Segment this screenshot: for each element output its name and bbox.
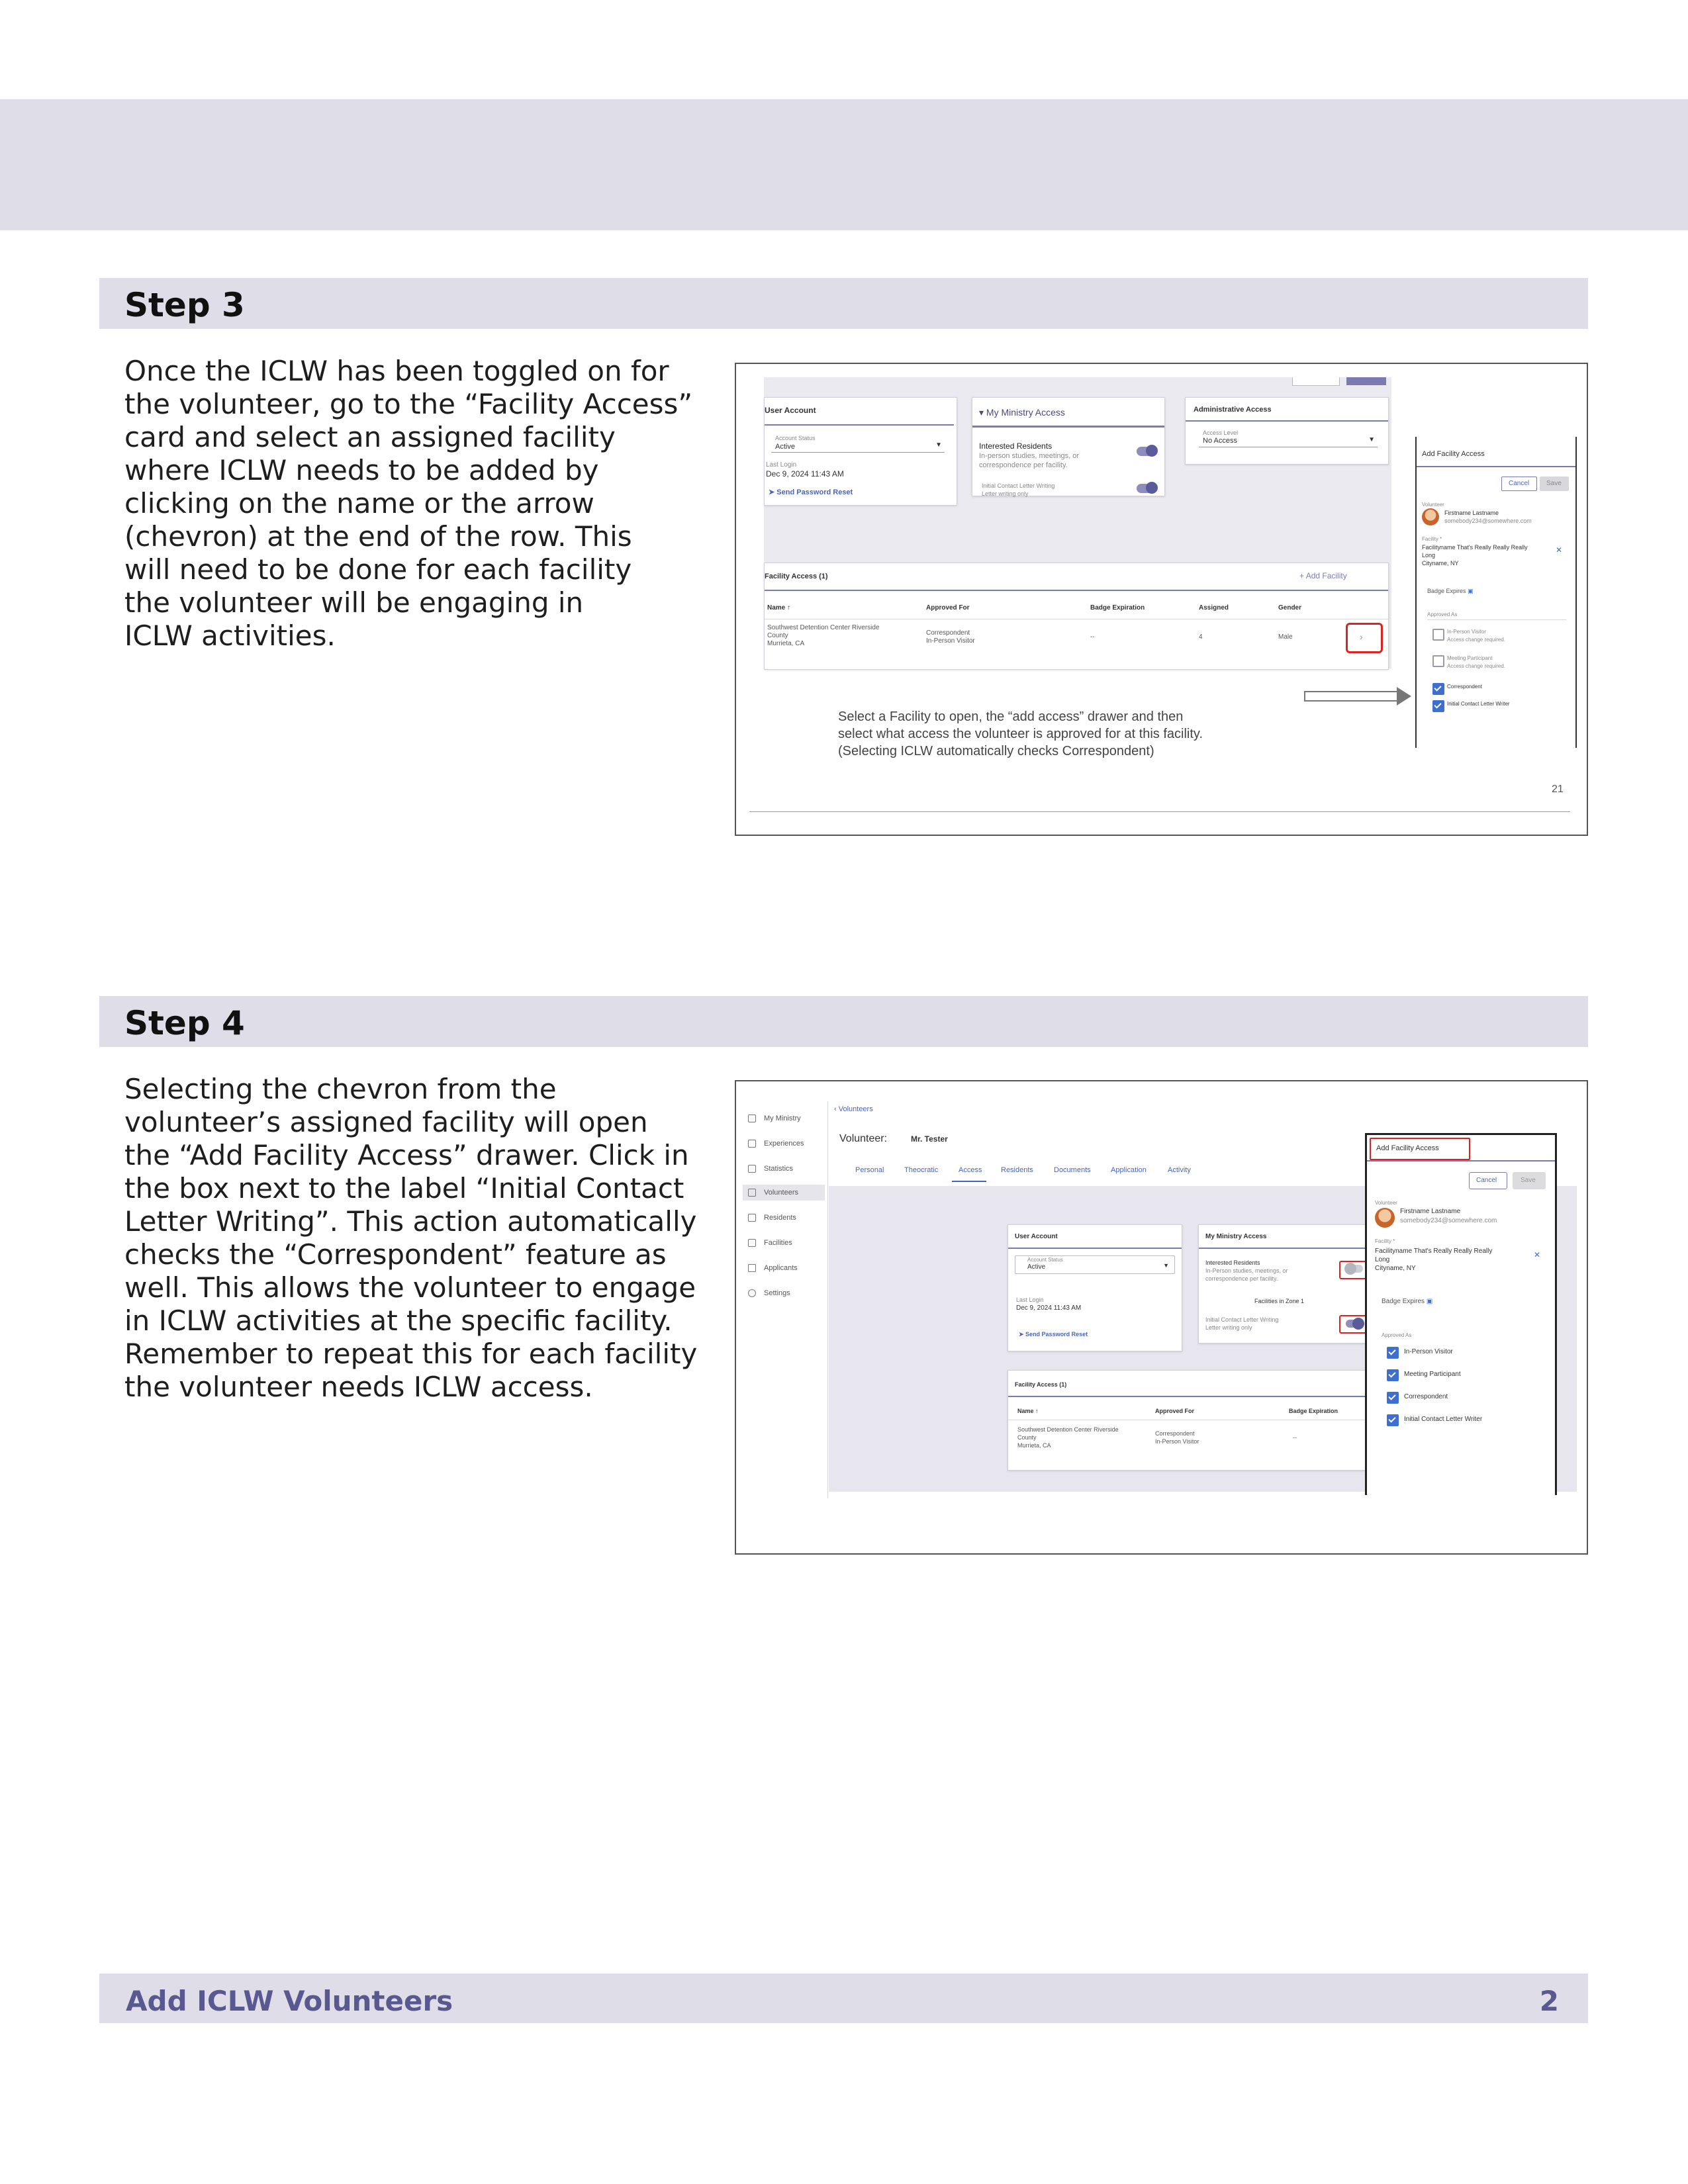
badge-expiration: -- <box>1090 633 1095 641</box>
sidebar-item-label: My Ministry <box>764 1115 801 1122</box>
arrow-head-icon <box>1397 687 1411 705</box>
header-band <box>0 99 1688 230</box>
volunteer-label: Volunteer <box>1422 502 1444 508</box>
save-label: Save <box>1521 1177 1536 1184</box>
chevron-left-icon: ‹ <box>834 1105 839 1113</box>
sidebar-item-applicants[interactable] <box>748 1264 798 1272</box>
sidebar-item-label: Experiences <box>764 1140 804 1148</box>
footer-bar <box>99 1974 1588 2023</box>
sidebar-item-residents[interactable] <box>748 1214 796 1222</box>
iclw-checkbox[interactable] <box>1387 1414 1399 1426</box>
table-row[interactable] <box>765 621 1388 664</box>
step3-title: Step 3 <box>124 286 245 324</box>
step4-line: Remember to repeat this for each facility <box>124 1338 698 1370</box>
plus-icon: + <box>1299 571 1306 580</box>
ministry-access-title: My Ministry Access <box>1205 1233 1267 1240</box>
calendar-icon: ▣ <box>1468 588 1474 594</box>
chevron-down-icon: ▼ <box>1163 1262 1169 1269</box>
account-status-value: Active <box>1027 1263 1046 1271</box>
step4-line: the box next to the label “Initial Contact <box>124 1172 684 1205</box>
tab-application[interactable]: Application <box>1111 1166 1147 1174</box>
ministry-access-title: My Ministry Access <box>986 407 1065 418</box>
volunteer-name: Mr. Tester <box>911 1134 948 1144</box>
approved-for: In-Person Visitor <box>926 637 975 645</box>
sidebar-item-label: Residents <box>764 1214 796 1222</box>
sidebar-item-label: Applicants <box>764 1264 798 1272</box>
user-account-title: User Account <box>765 406 816 415</box>
caption-line: select what access the volunteer is approved for at this facility. <box>838 727 1203 741</box>
chart-icon <box>748 1165 756 1173</box>
column-header-approved: Approved For <box>1155 1408 1195 1414</box>
iclw-toggle[interactable] <box>1137 484 1156 493</box>
facility-city: Cityname, NY <box>1375 1265 1416 1272</box>
tab-residents[interactable]: Residents <box>1001 1166 1033 1174</box>
send-password-reset-label: Send Password Reset <box>776 488 853 496</box>
sidebar-item-volunteers[interactable] <box>748 1189 798 1197</box>
volunteer-label: Volunteer: <box>839 1133 888 1144</box>
volunteer-label: Volunteer <box>1375 1200 1397 1206</box>
badge-expires-label: Badge Expires <box>1382 1298 1425 1305</box>
chevron-right-icon: › <box>1360 631 1363 642</box>
facility-name[interactable]: Facilityname That's Really Really Really <box>1422 544 1528 551</box>
approved-for: In-Person Visitor <box>1155 1438 1199 1445</box>
approved-as-label: Approved As <box>1427 612 1458 617</box>
interested-residents-desc: In-person studies, meetings, or <box>979 452 1080 460</box>
correspondent-checkbox[interactable] <box>1432 683 1444 695</box>
facility-name[interactable]: Long <box>1375 1256 1390 1263</box>
header-button[interactable] <box>1292 377 1340 386</box>
badge-expires-field[interactable] <box>1382 1298 1432 1305</box>
residents-icon <box>748 1214 756 1222</box>
slide-divider <box>749 811 1570 812</box>
in-person-visitor-checkbox[interactable] <box>1387 1347 1399 1359</box>
tab-personal[interactable]: Personal <box>855 1166 884 1174</box>
user-account-card <box>1008 1224 1182 1351</box>
calendar-icon: ▣ <box>1426 1298 1433 1305</box>
breadcrumb[interactable] <box>834 1105 873 1113</box>
admin-access-title: Administrative Access <box>1194 406 1272 414</box>
cancel-button[interactable] <box>1501 477 1537 491</box>
ministry-icon <box>748 1115 756 1122</box>
last-login-label: Last Login <box>766 461 797 469</box>
tab-activity[interactable]: Activity <box>1168 1166 1191 1174</box>
sidebar-item-statistics[interactable] <box>748 1165 793 1173</box>
in-person-visitor-label: In-Person Visitor <box>1447 629 1486 635</box>
add-facility-drawer <box>1415 437 1577 748</box>
step4-title: Step 4 <box>124 1004 245 1042</box>
drawer-divider <box>1427 619 1566 620</box>
iclw-label: Initial Contact Letter Writer <box>1447 701 1510 707</box>
interested-residents-desc: In-Person studies, meetings, or <box>1205 1267 1288 1274</box>
save-button[interactable] <box>1540 477 1569 491</box>
facility-name[interactable]: Southwest Detention Center Riverside <box>767 624 880 631</box>
account-status-select[interactable] <box>771 435 945 453</box>
step3-line: the volunteer will be engaging in <box>124 586 584 619</box>
tab-theocratic[interactable]: Theocratic <box>904 1166 939 1174</box>
access-level-select[interactable] <box>1199 430 1378 447</box>
in-person-visitor-label: In-Person Visitor <box>1404 1348 1453 1355</box>
add-facility-label: Add Facility <box>1305 571 1347 580</box>
facility-access-title: Facility Access (1) <box>765 572 828 580</box>
step4-screenshot <box>735 1080 1588 1555</box>
column-header-gender: Gender <box>1278 604 1302 612</box>
drawer-title: Add Facility Access <box>1422 450 1485 458</box>
sidebar-item-label: Settings <box>764 1289 790 1297</box>
facility-label: Facility * <box>1422 536 1442 542</box>
interested-residents-desc: correspondence per facility. <box>979 461 1068 469</box>
approved-as-label: Approved As <box>1382 1332 1412 1338</box>
gender: Male <box>1278 633 1293 641</box>
volunteers-icon <box>748 1189 756 1197</box>
facility-name[interactable]: County <box>1017 1434 1037 1441</box>
iclw-checkbox[interactable] <box>1432 700 1444 712</box>
iclw-toggle[interactable] <box>1346 1320 1363 1328</box>
card-divider <box>1199 1248 1375 1249</box>
chevron-down-icon: ▼ <box>1368 436 1375 443</box>
send-password-reset-button[interactable] <box>769 488 853 496</box>
column-header-name[interactable]: Name ↑ <box>767 604 791 612</box>
row-chevron-button[interactable] <box>1346 623 1383 653</box>
step3-line: ICLW activities. <box>124 619 336 652</box>
cancel-label: Cancel <box>1476 1177 1497 1184</box>
sidebar-item-experiences[interactable] <box>748 1140 804 1148</box>
drawer-title: Add Facility Access <box>1376 1144 1439 1152</box>
approved-for: Correspondent <box>926 629 970 637</box>
active-tab-indicator <box>952 1181 986 1182</box>
card-divider <box>1186 420 1388 422</box>
account-status-value: Active <box>775 443 795 451</box>
sidebar-item-label: Volunteers <box>764 1189 798 1197</box>
header-button-primary[interactable] <box>1346 377 1386 385</box>
account-status-label: Account Status <box>775 435 816 441</box>
drawer-divider <box>1417 466 1575 467</box>
facilities-icon <box>748 1239 756 1247</box>
meeting-participant-label: Meeting Participant <box>1447 655 1493 661</box>
add-facility-button[interactable] <box>1299 571 1347 580</box>
step3-instructions <box>124 355 707 653</box>
cancel-button[interactable] <box>1469 1172 1507 1189</box>
ministry-access-header[interactable] <box>979 407 1065 418</box>
correspondent-label: Correspondent <box>1447 684 1482 690</box>
card-divider <box>972 426 1164 428</box>
badge-expires-field[interactable] <box>1427 588 1474 595</box>
footer-title: Add ICLW Volunteers <box>126 1985 453 2017</box>
interested-residents-title: Interested Residents <box>979 441 1053 451</box>
caption-line: (Selecting ICLW automatically checks Correspondent) <box>838 744 1154 758</box>
caret-down-icon: ▾ <box>979 407 986 418</box>
table-divider <box>765 590 1388 591</box>
column-header-approved: Approved For <box>926 604 970 612</box>
sidebar-item-label: Facilities <box>764 1239 792 1247</box>
facility-city: Cityname, NY <box>1422 560 1459 567</box>
assigned-count: 4 <box>1199 633 1203 641</box>
iclw-title: Initial Contact Letter Writing <box>982 482 1055 489</box>
interested-residents-toggle[interactable] <box>1137 447 1156 456</box>
step4-line: volunteer’s assigned facility will open <box>124 1106 648 1138</box>
facility-name[interactable]: Southwest Detention Center Riverside <box>1017 1426 1119 1433</box>
slide-number: 21 <box>1552 784 1564 795</box>
send-password-reset-button[interactable] <box>1019 1331 1088 1338</box>
send-icon: ➤ <box>769 488 777 496</box>
user-account-card <box>764 397 957 506</box>
ministry-access-card <box>1198 1224 1376 1343</box>
cancel-label: Cancel <box>1509 480 1530 487</box>
column-header-assigned: Assigned <box>1199 604 1229 612</box>
card-divider <box>765 424 954 426</box>
caption-line: Select a Facility to open, the “add access” drawer and then <box>838 709 1184 724</box>
step3-line: clicking on the name or the arrow <box>124 487 594 520</box>
sidebar-item-my-ministry[interactable] <box>748 1115 801 1122</box>
badge-expiration: -- <box>1293 1434 1297 1441</box>
correspondent-label: Correspondent <box>1404 1393 1448 1400</box>
facility-location: Murrieta, CA <box>767 640 805 647</box>
sidebar-item-settings[interactable] <box>748 1289 790 1297</box>
step4-line: Letter Writing”. This action automatically <box>124 1205 697 1238</box>
chevron-down-icon: ▼ <box>935 441 942 449</box>
send-icon: ➤ <box>1019 1331 1026 1338</box>
iclw-title: Initial Contact Letter Writing <box>1205 1316 1279 1323</box>
step4-line: the volunteer needs ICLW access. <box>124 1371 593 1403</box>
experiences-icon <box>748 1140 756 1148</box>
step4-line: the “Add Facility Access” drawer. Click in <box>124 1139 689 1171</box>
step4-instructions <box>124 1073 707 1404</box>
badge-expires-label: Badge Expires <box>1427 588 1466 594</box>
column-header-badge: Badge Expiration <box>1289 1408 1338 1414</box>
admin-access-card <box>1185 397 1389 465</box>
correspondent-checkbox[interactable] <box>1387 1392 1399 1404</box>
meeting-participant-label: Meeting Participant <box>1404 1371 1461 1378</box>
avatar <box>1422 508 1439 525</box>
step3-line: (chevron) at the end of the row. This <box>124 520 632 553</box>
zone-label: Facilities in Zone 1 <box>1254 1298 1305 1304</box>
clear-facility-icon[interactable]: ✕ <box>1534 1250 1541 1259</box>
step3-line: will need to be done for each facility <box>124 553 632 586</box>
user-account-title: User Account <box>1015 1233 1058 1240</box>
facility-name[interactable]: Facilityname That's Really Really Really <box>1375 1248 1493 1255</box>
interested-residents-toggle[interactable] <box>1346 1265 1363 1273</box>
tab-access[interactable]: Access <box>959 1166 982 1174</box>
arrow-shaft <box>1304 691 1397 702</box>
save-button[interactable] <box>1513 1172 1546 1189</box>
avatar <box>1375 1208 1395 1228</box>
step3-header <box>99 278 1588 329</box>
applicants-icon <box>748 1264 756 1272</box>
step3-line: Once the ICLW has been toggled on for <box>124 355 669 387</box>
access-level-value: No Access <box>1203 437 1237 445</box>
volunteer-name: Firstname Lastname <box>1444 510 1499 516</box>
column-header-name[interactable]: Name ↑ <box>1017 1408 1039 1414</box>
last-login-value: Dec 9, 2024 11:43 AM <box>766 469 844 478</box>
account-status-select[interactable] <box>1015 1255 1175 1274</box>
step3-line: the volunteer, go to the “Facility Access” <box>124 388 693 420</box>
iclw-label: Initial Contact Letter Writer <box>1404 1416 1483 1423</box>
clear-facility-icon[interactable]: ✕ <box>1556 545 1563 555</box>
interested-residents-title: Interested Residents <box>1205 1259 1260 1266</box>
facility-name[interactable]: Long <box>1422 552 1436 559</box>
account-status-label: Account Status <box>1027 1257 1063 1263</box>
sidebar-item-label: Statistics <box>764 1165 794 1173</box>
facility-label: Facility * <box>1375 1238 1395 1244</box>
meeting-participant-checkbox[interactable] <box>1432 655 1444 667</box>
in-person-visitor-note: Access change required. <box>1447 637 1506 643</box>
table-divider <box>1008 1396 1379 1397</box>
facility-name[interactable]: County <box>767 632 788 639</box>
save-label: Save <box>1546 480 1562 487</box>
send-password-reset-label: Send Password Reset <box>1025 1331 1088 1338</box>
step4-line: checks the “Correspondent” feature as <box>124 1238 667 1271</box>
last-login-label: Last Login <box>1016 1297 1044 1303</box>
access-level-label: Access Level <box>1203 430 1239 436</box>
add-facility-drawer <box>1365 1133 1557 1495</box>
volunteer-name: Firstname Lastname <box>1400 1208 1461 1215</box>
step4-header <box>99 996 1588 1047</box>
drawer-title-highlight <box>1370 1138 1470 1160</box>
facility-location: Murrieta, CA <box>1017 1442 1051 1449</box>
facility-access-title: Facility Access (1) <box>1015 1381 1067 1388</box>
in-person-visitor-checkbox[interactable] <box>1432 629 1444 641</box>
last-login-value: Dec 9, 2024 11:43 AM <box>1016 1304 1082 1312</box>
column-header-badge: Badge Expiration <box>1090 604 1145 612</box>
iclw-desc: Letter writing only <box>1205 1324 1252 1331</box>
sidebar-item-facilities[interactable] <box>748 1239 792 1247</box>
gear-icon <box>748 1289 756 1297</box>
card-divider <box>1008 1248 1182 1249</box>
meeting-participant-checkbox[interactable] <box>1387 1369 1399 1381</box>
page-number: 2 <box>1539 1985 1559 2017</box>
volunteer-email: somebody234@somewhere.com <box>1444 518 1532 524</box>
approved-for: Correspondent <box>1155 1430 1195 1437</box>
step4-line: in ICLW activities at the specific facility. <box>124 1304 673 1337</box>
meeting-participant-note: Access change required. <box>1447 663 1506 669</box>
step3-line: card and select an assigned facility <box>124 421 616 453</box>
sidebar-divider <box>827 1101 828 1498</box>
sidebar-nav <box>743 1108 825 1359</box>
volunteer-email: somebody234@somewhere.com <box>1400 1217 1497 1224</box>
facility-access-card <box>1008 1370 1380 1471</box>
facility-access-card <box>764 563 1389 670</box>
step3-screenshot <box>735 363 1588 836</box>
interested-residents-desc: correspondence per facility. <box>1205 1275 1278 1282</box>
step4-line: Selecting the chevron from the <box>124 1073 557 1105</box>
tab-documents[interactable]: Documents <box>1054 1166 1091 1174</box>
ministry-access-card <box>972 397 1165 496</box>
step3-line: where ICLW needs to be added by <box>124 454 599 486</box>
step4-line: well. This allows the volunteer to engage <box>124 1271 696 1304</box>
drawer-divider <box>1367 1160 1555 1161</box>
breadcrumb-label: Volunteers <box>838 1105 873 1113</box>
table-row[interactable] <box>1008 1422 1379 1462</box>
iclw-desc: Letter writing only <box>982 490 1029 497</box>
